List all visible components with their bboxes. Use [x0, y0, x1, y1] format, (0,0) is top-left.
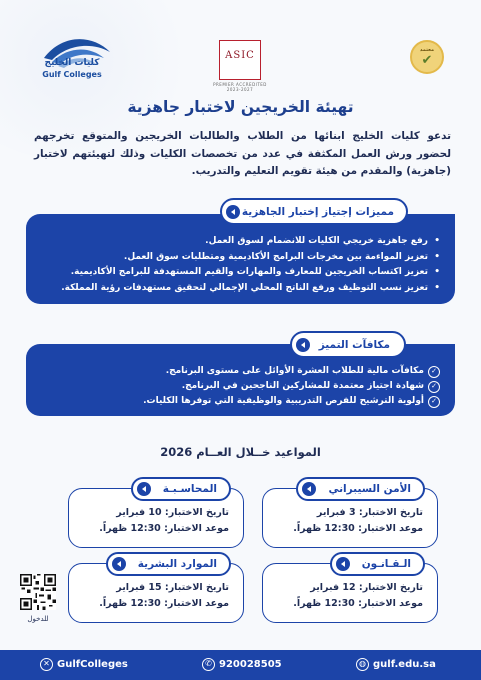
checkmark-icon: ✔ — [421, 53, 433, 68]
asic-accreditation-text: PREMIER ACCREDITED 2023-2027 — [213, 82, 267, 92]
arrow-icon — [226, 205, 240, 219]
exam-time: موعد الاختبار: 12:30 ظهراً. — [99, 598, 229, 609]
arrow-icon — [296, 338, 310, 352]
awards-heading: مكافآت التميز — [318, 338, 390, 351]
awards-list — [36, 364, 440, 409]
schedule-card — [262, 483, 438, 548]
globe-icon: ◍ — [356, 658, 369, 671]
schedule-card — [262, 558, 438, 623]
qr-code[interactable] — [20, 574, 56, 610]
phone-number[interactable] — [202, 658, 282, 671]
schedule-card — [68, 558, 244, 623]
exam-date: تاريخ الاختبار: 3 فبراير — [316, 507, 423, 518]
gulf-colleges-english-name: Gulf Colleges — [42, 70, 102, 79]
arrow-icon — [112, 557, 126, 571]
schedule-card — [68, 483, 244, 548]
awards-heading-pill — [290, 331, 406, 358]
list-item: • تعزيز اكتساب الخريجين للمعارف والمهارات والقيم المستهدفة للبرامج الأكاديمية. — [36, 265, 440, 281]
arrow-icon — [137, 482, 151, 496]
program-name: الأمن السيبراني — [328, 483, 411, 495]
social-handle-text: GulfColleges — [57, 659, 128, 670]
footer-bar — [0, 650, 481, 680]
list-item: • تعزيز المواءمة بين مخرجات البرامج الأكاديمية ومتطلبات سوق العمل. — [36, 250, 440, 266]
card-heading-pill — [131, 477, 231, 501]
card-heading-pill — [330, 552, 425, 576]
program-name: الموارد البشرية — [137, 558, 217, 570]
arrow-icon — [302, 482, 316, 496]
list-item: ✓ مكافآت مالية للطلاب العشرة الأوائل على مستوى البرنامج. — [36, 364, 440, 379]
program-name: المحاسـبـة — [162, 483, 217, 495]
arrow-icon — [336, 557, 350, 571]
list-item: • تعزيز نسب التوظيف ورفع الناتج المحلي الإجمالي لتحقيق مستهدفات رؤية المملكة. — [36, 281, 440, 297]
features-heading: مميزات إجتياز إختبار الجاهزية — [241, 205, 394, 218]
list-item: • رفع جاهزية خريجي الكليات للانضمام لسوق العمل. — [36, 234, 440, 250]
qr-label: للدخول — [27, 615, 49, 623]
card-heading-pill — [106, 552, 231, 576]
phone-number-text: 920028505 — [219, 659, 282, 670]
list-item: ✓ شهادة اجتياز معتمدة للمشاركين الناجحين في البرنامج. — [36, 379, 440, 394]
features-heading-pill — [220, 198, 408, 225]
features-list — [36, 234, 440, 296]
schedule-title: المواعيد خــلال العــام 2026 — [160, 445, 321, 459]
asic-logo — [219, 40, 261, 80]
intro-paragraph: تدعو كليات الخليج ابنائها من الطلاب والطالبات الخريجين والمتوقع تخرجهم لحضور ورش العمل المكثفة في عدد من تخصصات الكليات وذلك لتهيئتهم لاختبار (جاهزية) والمقدم من هيئة تقويم التعليم والتدريب. — [34, 130, 451, 177]
exam-time: موعد الاختبار: 12:30 ظهراً. — [293, 598, 423, 609]
page-title: تهيئة الخريجين لاختبار جاهزية — [127, 98, 354, 116]
phone-icon: ✆ — [202, 658, 215, 671]
asic-logo-text: ASIC — [225, 50, 255, 61]
exam-date: تاريخ الاختبار: 10 فبراير — [116, 507, 229, 518]
website-link[interactable] — [356, 658, 436, 671]
accreditation-badge — [410, 40, 444, 74]
social-handle[interactable] — [40, 658, 128, 671]
website-text: gulf.edu.sa — [373, 659, 436, 670]
program-name: الـقـانـون — [361, 558, 411, 570]
card-heading-pill — [296, 477, 425, 501]
exam-date: تاريخ الاختبار: 15 فبراير — [116, 582, 229, 593]
list-item: ✓ أولوية الترشيح للفرص التدريبية والوظيفية التي توفرها الكليات. — [36, 394, 440, 409]
gulf-colleges-arabic-name: كليات الخليج — [44, 58, 100, 68]
exam-date: تاريخ الاختبار: 12 فبراير — [310, 582, 423, 593]
badge-label: معتمد — [419, 47, 435, 53]
exam-time: موعد الاختبار: 12:30 ظهراً. — [293, 523, 423, 534]
exam-time: موعد الاختبار: 12:30 ظهراً. — [99, 523, 229, 534]
x-social-icon: ✕ — [40, 658, 53, 671]
